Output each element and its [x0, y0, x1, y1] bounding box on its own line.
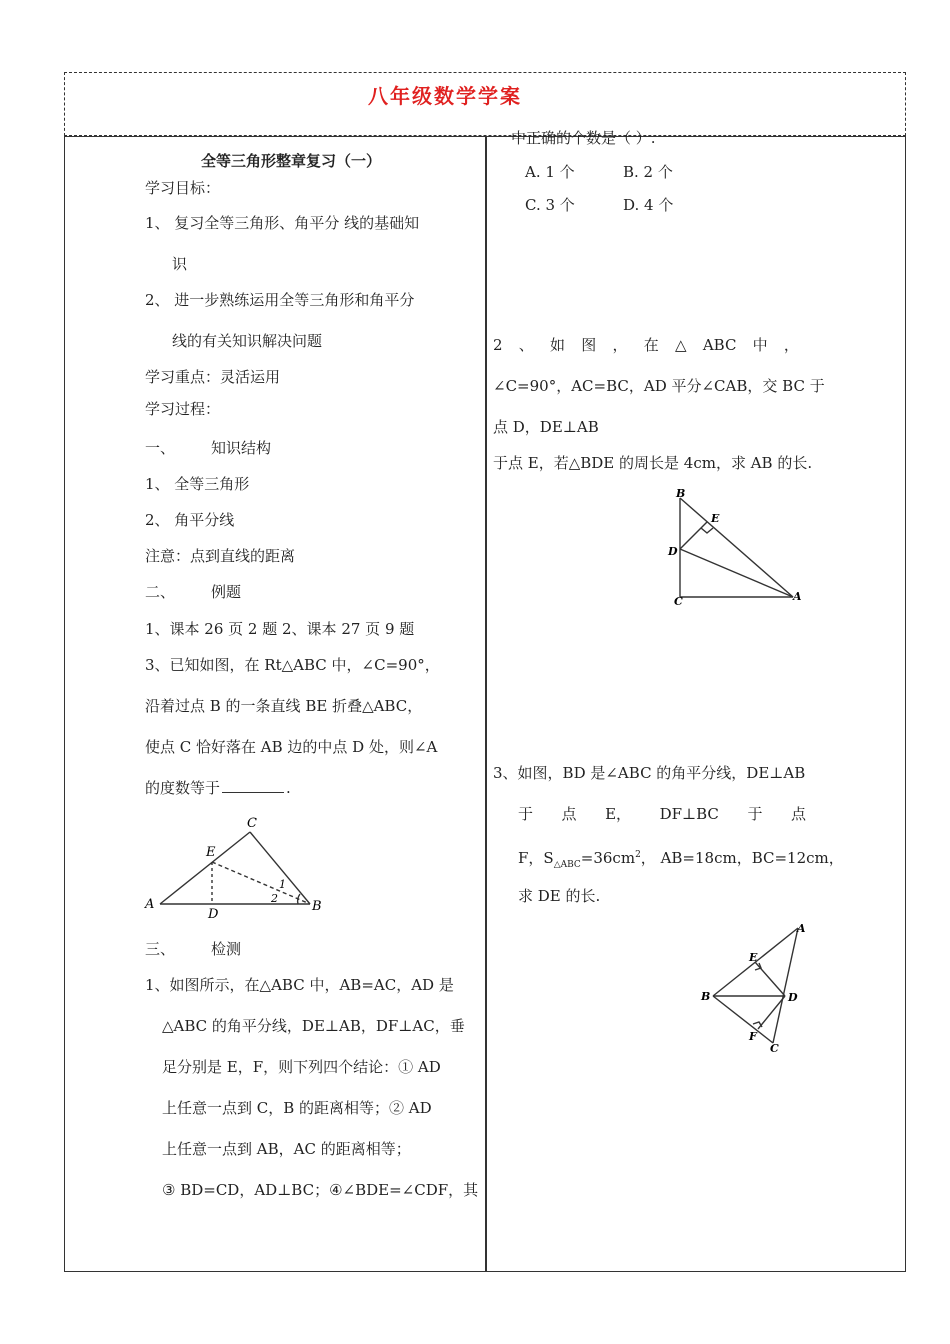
option-d: D. 4 个 [623, 196, 674, 214]
side-ac [160, 832, 250, 904]
goals-label: 学习目标： [145, 179, 221, 197]
question-1-line-1: 1、如图所示，在△ABC 中，AB=AC，AD 是 [145, 976, 454, 994]
q3-word: 于 [518, 805, 534, 823]
question-1-line-5: 上任意一点到 AB，AC 的距离相等； [162, 1140, 411, 1158]
label-c: C [770, 1042, 779, 1055]
example-1: 1、课本 26 页 2 题 2、课本 27 页 9 题 [145, 620, 415, 638]
q3-word: 点 [790, 805, 806, 823]
unit-superscript: 2 [635, 850, 641, 860]
figure-2-triangle [665, 484, 815, 610]
item-2: 2、 角平分线 [145, 511, 235, 529]
label-d: D [788, 991, 798, 1004]
note: 注意：点到直线的距离 [145, 547, 296, 565]
label-c: C [674, 595, 683, 608]
question-1-continued: 中正确的个数是（ ）. [511, 129, 656, 147]
question-3-line-3 [518, 845, 844, 875]
label-d: D [668, 545, 678, 558]
item-1: 1、 全等三角形 [145, 475, 250, 493]
q3-text: =36cm [580, 849, 636, 867]
q2-word: △ [675, 336, 687, 354]
q2-word: 在 [643, 336, 659, 354]
label-f: F [749, 1030, 757, 1043]
q2-word: 中 [752, 336, 768, 354]
example-3-line-1: 3、已知如图，在 Rt△ABC 中，∠C=90°， [145, 656, 440, 674]
question-2-line-1 [493, 335, 799, 355]
page-title: 八年级数学学案 [368, 84, 522, 108]
section-2-title: 例题 [211, 583, 242, 601]
q3-text: F，S [518, 849, 554, 867]
focus-line: 学习重点：灵活运用 [145, 368, 281, 386]
label-b: B [701, 990, 711, 1003]
q3-word: E， [605, 805, 632, 823]
q2-word: 2 [493, 336, 503, 354]
question-2-line-2: ∠C=90°，AC=BC，AD 平分∠CAB，交 BC 于 [493, 377, 825, 395]
lesson-title: 全等三角形整章复习（一） [201, 152, 382, 170]
example-3-line-3: 使点 C 恰好落在 AB 边的中点 D 处，则∠A [145, 738, 438, 756]
fold-line-be [212, 862, 310, 904]
section-1-number: 一、 [145, 439, 176, 457]
side-bc [713, 996, 773, 1043]
example-3-text: 的度数等于 [145, 779, 221, 797]
question-1-line-3: 足分别是 E，F，则下列四个结论：① AD [162, 1058, 441, 1076]
column-divider [485, 136, 487, 1272]
q3-word: 于 [747, 805, 763, 823]
answer-blank [222, 778, 284, 793]
label-a: A [793, 590, 802, 603]
q3-word: DF⊥BC [659, 805, 719, 823]
goal-2: 2、 进一步熟练运用全等三角形和角平分 [145, 291, 415, 309]
question-1-line-2: △ABC 的角平分线，DE⊥AB，DF⊥AC，垂 [162, 1017, 465, 1035]
q2-word: ABC [702, 336, 737, 354]
q3-text: ， AB=18cm，BC=12cm， [640, 849, 844, 867]
figure-3-triangle [698, 918, 818, 1060]
label-b: B [312, 899, 322, 914]
example-3-line-2: 沿着过点 B 的一条直线 BE 折叠△ABC， [145, 697, 423, 715]
q3-word: 点 [561, 805, 577, 823]
segment-de [755, 962, 785, 996]
label-e: E [749, 951, 758, 964]
side-bc [250, 832, 310, 904]
question-2-line-4: 于点 E，若△BDE 的周长是 4cm，求 AB 的长. [493, 454, 813, 472]
section-2-number: 二、 [145, 583, 176, 601]
label-b: B [676, 487, 686, 500]
question-2-line-3: 点 D，DE⊥AB [493, 418, 599, 436]
question-1-line-6: ③ BD=CD，AD⊥BC；④∠BDE=∠CDF，其 [162, 1181, 479, 1199]
label-c: C [247, 816, 257, 831]
label-a: A [145, 897, 155, 912]
q2-word: ， [783, 336, 799, 354]
q2-word: 如 [550, 336, 566, 354]
segment-de [680, 522, 707, 549]
question-1-line-4: 上任意一点到 C，B 的距离相等；② AD [162, 1099, 432, 1117]
option-a: A. 1 个 [525, 163, 575, 181]
q2-word: ， [612, 336, 628, 354]
label-d: D [208, 907, 219, 920]
section-1-title: 知识结构 [211, 439, 272, 457]
goal-1: 1、 复习全等三角形、角平分 线的基础知 [145, 214, 420, 232]
bisector-ad [680, 549, 793, 597]
side-ab [680, 498, 793, 597]
process-label: 学习过程： [145, 400, 221, 418]
right-angle-mark [701, 528, 713, 533]
label-a: A [797, 922, 806, 935]
label-e: E [711, 512, 720, 525]
goal-2-cont: 线的有关知识解决问题 [172, 332, 323, 350]
label-e: E [206, 845, 216, 860]
figure-1-triangle [140, 810, 330, 920]
label-angle-1: 1 [279, 878, 286, 891]
option-b: B. 2 个 [623, 163, 673, 181]
question-3-line-2 [518, 804, 806, 824]
q2-word: 图 [581, 336, 597, 354]
area-subscript: △ABC [553, 860, 581, 870]
section-3-number: 三、 [145, 940, 176, 958]
goal-1-cont: 识 [172, 255, 188, 273]
period: . [286, 779, 291, 797]
question-3-line-1: 3、如图，BD 是∠ABC 的角平分线，DE⊥AB [493, 764, 806, 782]
option-c: C. 3 个 [525, 196, 575, 214]
question-3-line-4: 求 DE 的长. [518, 887, 601, 905]
example-3-line-4 [145, 778, 291, 798]
segment-df [758, 996, 785, 1029]
section-3-title: 检测 [211, 940, 242, 958]
q2-word: 、 [518, 336, 534, 354]
label-angle-2: 2 [271, 892, 278, 905]
